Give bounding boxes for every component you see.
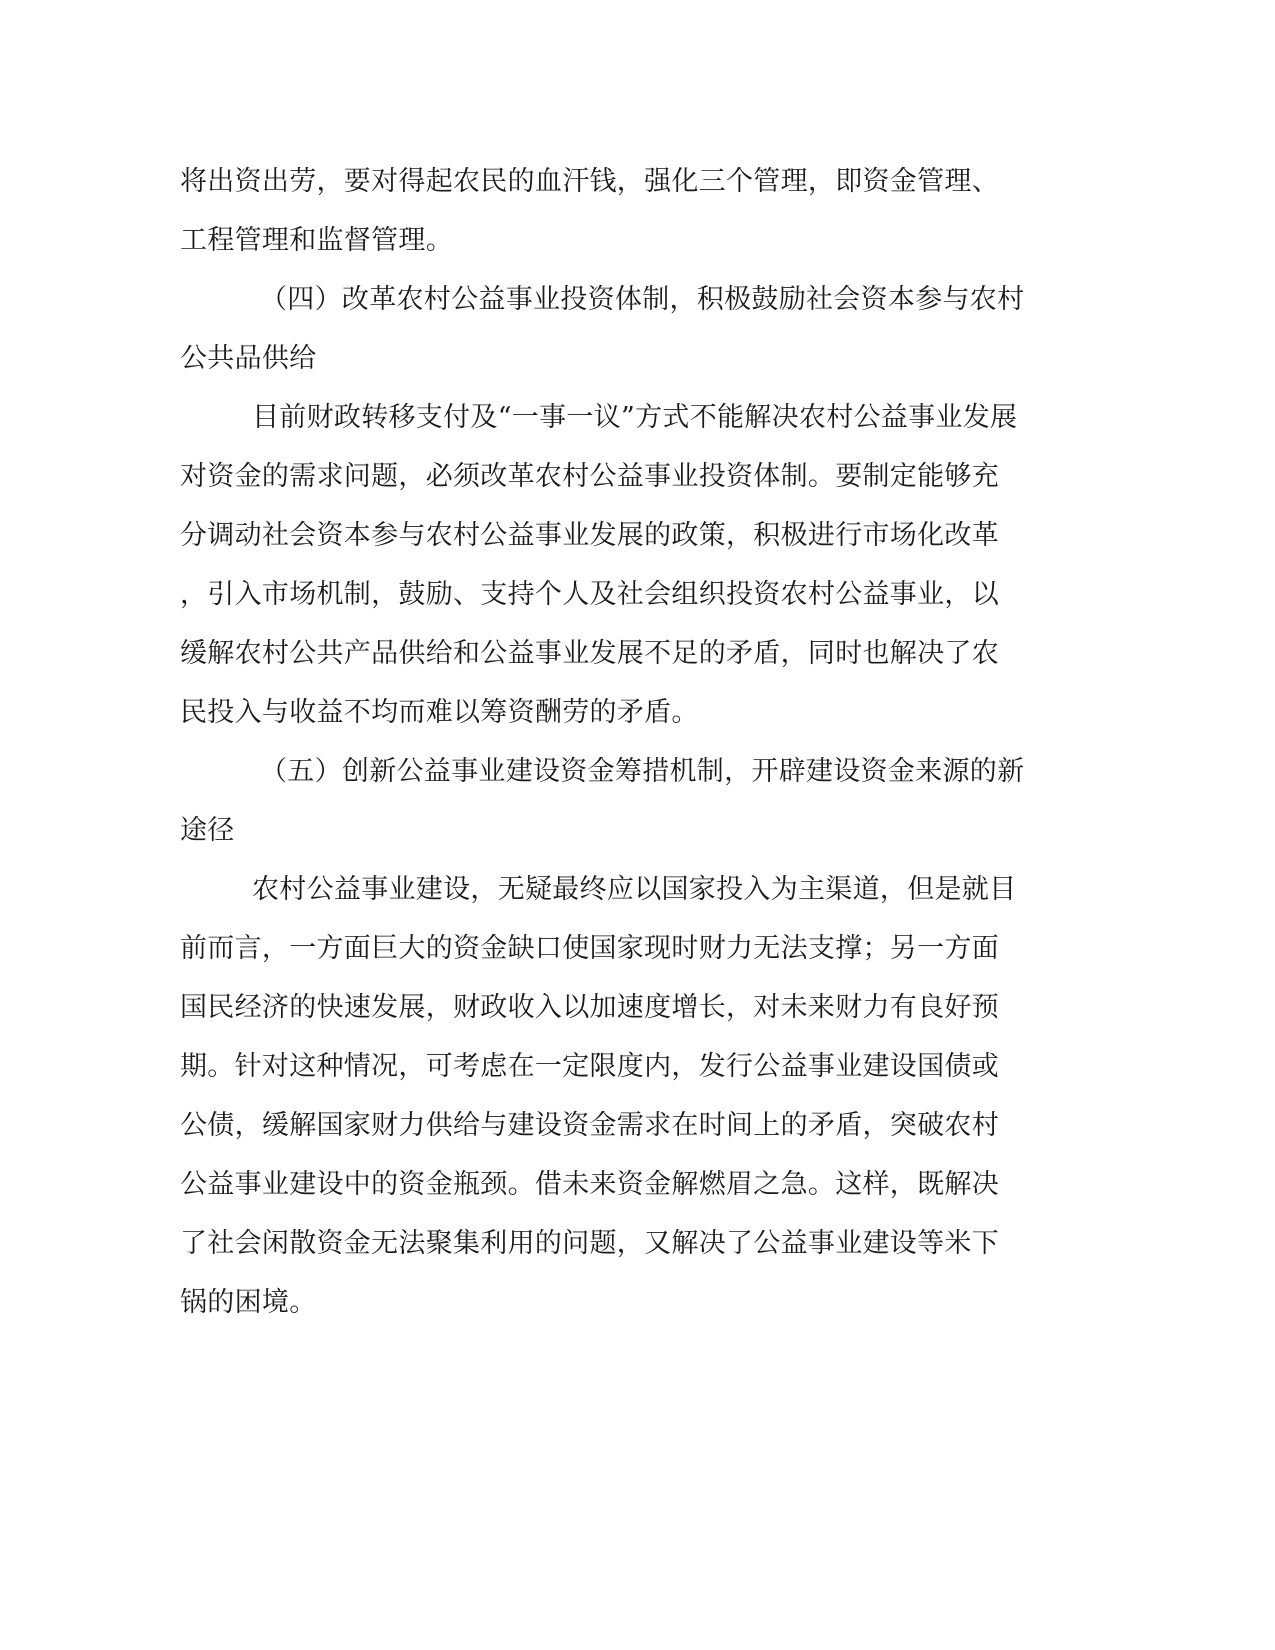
text-line: 目前财政转移支付及“一事一议”方式不能解决农村公益事业发展 xyxy=(252,402,1018,433)
text-line: ，引入市场机制，鼓励、支持个人及社会组织投资农村公益事业，以 xyxy=(180,579,999,610)
text-line: 前而言，一方面巨大的资金缺口使国家现时财力无法支撑；另一方面 xyxy=(180,933,999,964)
text-line: 民投入与收益不均而难以筹资酬劳的矛盾。 xyxy=(180,697,699,728)
text-line: 缓解农村公共产品供给和公益事业发展不足的矛盾，同时也解决了农 xyxy=(180,638,999,669)
text-line: 农村公益事业建设，无疑最终应以国家投入为主渠道，但是就目 xyxy=(252,874,1017,905)
text-line: 分调动社会资本参与农村公益事业发展的政策，积极进行市场化改革 xyxy=(180,520,999,551)
section-heading-4: （四）改革农村公益事业投资体制，积极鼓励社会资本参与农村 xyxy=(260,284,1025,315)
text-line: 公债，缓解国家财力供给与建设资金需求在时间上的矛盾，突破农村 xyxy=(180,1110,999,1141)
text-line: 国民经济的快速发展，财政收入以加速度增长，对未来财力有良好预 xyxy=(180,992,999,1023)
section-heading-4-cont: 公共品供给 xyxy=(180,343,317,374)
section-heading-5: （五）创新公益事业建设资金筹措机制，开辟建设资金来源的新 xyxy=(260,756,1025,787)
text-line: 对资金的需求问题，必须改革农村公益事业投资体制。要制定能够充 xyxy=(180,461,999,492)
text-line: 期。针对这种情况，可考虑在一定限度内，发行公益事业建设国债或 xyxy=(180,1051,999,1082)
text-line: 锅的困境。 xyxy=(180,1287,317,1318)
section-heading-5-cont: 途径 xyxy=(180,815,235,846)
document-body xyxy=(180,152,1030,1332)
text-line: 了社会闲散资金无法聚集利用的问题，又解决了公益事业建设等米下 xyxy=(180,1228,999,1259)
text-line: 工程管理和监督管理。 xyxy=(180,225,453,256)
text-line: 公益事业建设中的资金瓶颈。借未来资金解燃眉之急。这样，既解决 xyxy=(180,1169,999,1200)
text-line: 将出资出劳，要对得起农民的血汗钱，强化三个管理，即资金管理、 xyxy=(180,166,999,197)
